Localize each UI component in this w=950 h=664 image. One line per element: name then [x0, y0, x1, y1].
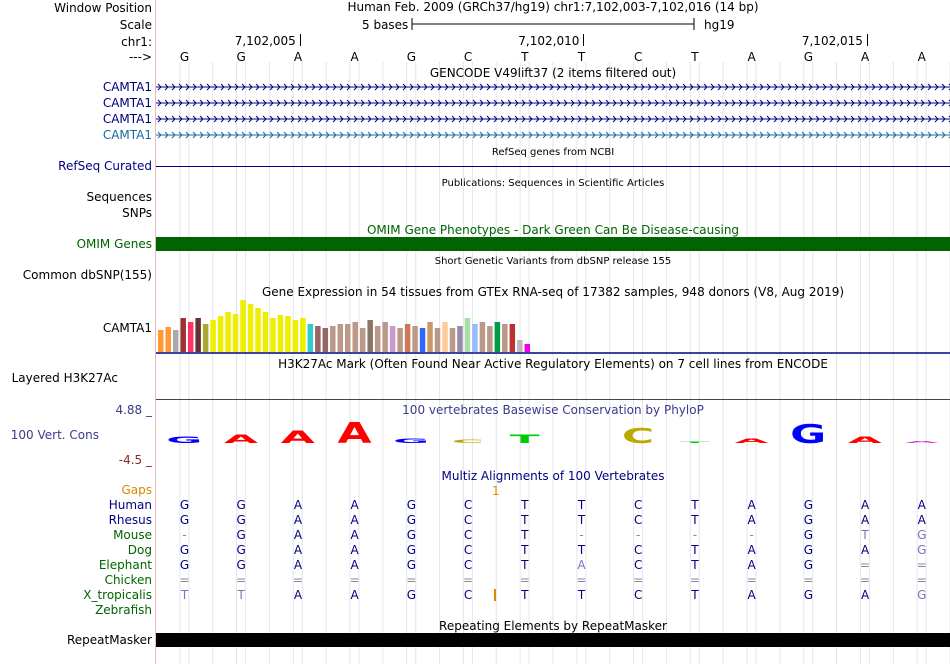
alignment-base: T [521, 588, 529, 602]
track-display-area[interactable] [156, 0, 950, 664]
gtex-tissue-bar [248, 304, 254, 352]
alignment-base: G [236, 513, 246, 527]
alignment-base: A [917, 513, 926, 527]
alignment-base: A [350, 558, 359, 572]
track-label-gencode-2[interactable]: CAMTA1 [102, 96, 152, 110]
alignment-base: = [803, 573, 814, 587]
gtex-tissue-bar [390, 326, 396, 352]
reference-base: G [406, 50, 416, 64]
gtex-tissue-bar [293, 320, 299, 352]
gtex-tissue-bar [502, 324, 508, 352]
gtex-tissue-bar [435, 328, 441, 352]
alignment-base: = [746, 573, 757, 587]
ruler-position-label: 7,102,015 [801, 34, 863, 48]
gtex-tissue-bar [308, 324, 314, 352]
alignment-base: A [350, 543, 359, 557]
alignment-base: A [293, 528, 303, 542]
alignment-base: = [463, 573, 474, 587]
alignment-base: G [803, 588, 813, 602]
alignment-base: G [179, 498, 190, 512]
gtex-tissue-bar [263, 312, 269, 352]
repeatmasker-element-bar[interactable] [156, 633, 950, 647]
assembly-label: hg19 [704, 18, 735, 32]
gtex-tissue-bar [210, 320, 216, 352]
alignment-base: T [691, 558, 699, 572]
alignment-base: G [179, 543, 190, 557]
alignment-base: = [292, 573, 303, 587]
gencode-transcripts[interactable] [156, 80, 950, 144]
alignment-base: C [463, 498, 473, 512]
alignment-base: C [463, 528, 473, 542]
alignment-base: G [917, 588, 927, 602]
reference-base: A [747, 50, 756, 64]
omim-track-title: OMIM Gene Phenotypes - Dark Green Can Be Disease-causing [366, 223, 740, 237]
alignment-base: - [636, 528, 641, 542]
alignment-base: T [861, 528, 869, 542]
alignment-base: = [349, 573, 360, 587]
gtex-tissue-bar [405, 324, 411, 352]
alignment-base: T [521, 513, 529, 527]
reference-base: T [577, 50, 586, 64]
alignment-base: G [917, 528, 927, 542]
gtex-tissue-bar [487, 326, 493, 352]
ruler-tick [583, 34, 584, 46]
phylop-base-glyph: C [451, 439, 485, 445]
phylop-axis-max: 4.88 _ [115, 403, 152, 417]
alignment-base: A [293, 543, 303, 557]
gtex-tissue-bar [330, 326, 336, 352]
gtex-tissue-bar [412, 326, 418, 352]
gtex-tissue-bar [323, 328, 329, 352]
alignment-base: C [634, 513, 643, 527]
gtex-tissue-bar [352, 322, 358, 352]
alignment-base: A [860, 498, 870, 512]
gtex-tissue-bar [225, 312, 231, 352]
phylop-base-glyph: T [509, 432, 540, 446]
phylop-base-glyph: G [393, 437, 430, 445]
alignment-base: C [463, 588, 473, 602]
insertion-marker [494, 589, 496, 601]
alignment-base: A [350, 588, 359, 602]
ruler-tick [867, 34, 868, 46]
alignment-base: A [747, 513, 756, 527]
reference-base: T [691, 50, 699, 64]
omim-gene-bar[interactable] [156, 237, 950, 251]
gtex-tissue-bar [480, 322, 486, 352]
publications-track-title: Publications: Sequences in Scientific Articles [441, 178, 665, 189]
gtex-tissue-bar [278, 315, 284, 352]
track-label-sequences[interactable]: Sequences [86, 190, 152, 204]
alignment-base: C [634, 498, 643, 512]
alignment-base: = [236, 573, 247, 587]
phylop-base-glyph: C [621, 424, 655, 449]
alignment-base: A [293, 498, 303, 512]
species-label[interactable]: Human [108, 498, 152, 512]
alignment-base: T [521, 543, 529, 557]
reference-base: A [350, 50, 359, 64]
track-label-repeatmasker[interactable]: RepeatMasker [66, 633, 152, 647]
label-window-position: Window Position [54, 1, 152, 15]
alignment-base: A [350, 528, 359, 542]
alignment-base: G [406, 513, 416, 527]
gtex-tissue-bar [360, 328, 366, 352]
phylop-base-glyph: A [337, 418, 372, 450]
alignment-base: G [179, 513, 190, 527]
alignment-base: G [236, 543, 246, 557]
alignment-base: A [293, 588, 303, 602]
gtex-tissue-bar [442, 322, 448, 352]
alignment-base: - [182, 528, 187, 542]
alignment-base: - [749, 528, 754, 542]
gtex-tissue-bar [188, 322, 194, 352]
gtex-tissue-bar [495, 322, 501, 352]
gtex-tissue-bar [180, 318, 186, 352]
ruler-tick [300, 34, 301, 46]
species-label[interactable]: Dog [127, 543, 152, 557]
track-label-gencode-1[interactable]: CAMTA1 [102, 80, 152, 94]
alignment-base: G [917, 543, 927, 557]
alignment-base: A [917, 498, 926, 512]
gtex-tissue-bar [420, 328, 426, 352]
alignment-base: G [803, 528, 813, 542]
ruler-position-label: 7,102,005 [234, 34, 296, 48]
reference-base: G [179, 50, 190, 64]
alignment-base: T [521, 528, 529, 542]
phylop-base-glyph: A [224, 432, 259, 446]
reference-base: T [521, 50, 529, 64]
alignment-base: = [179, 573, 190, 587]
alignment-base: A [293, 558, 303, 572]
species-label[interactable]: Rhesus [108, 513, 152, 527]
phylop-track-title: 100 vertebrates Basewise Conservation by PhyloP [402, 403, 704, 417]
alignment-base: C [634, 543, 643, 557]
alignment-base: A [350, 513, 359, 527]
species-label[interactable]: Mouse [113, 528, 152, 542]
alignment-base: = [916, 573, 927, 587]
alignment-base: A [860, 543, 870, 557]
alignment-base: G [179, 558, 190, 572]
label-scale: Scale [119, 18, 152, 32]
gtex-tissue-bar [240, 300, 246, 352]
alignment-base: - [692, 528, 698, 542]
species-label[interactable]: X_tropicalis [83, 588, 152, 602]
alignment-base: = [519, 573, 530, 587]
alignment-base: C [463, 543, 473, 557]
label-chromosome: chr1: [121, 35, 152, 49]
gtex-tissue-bar [270, 318, 276, 352]
gtex-tissue-bar [158, 330, 164, 352]
window-position-text: Human Feb. 2009 (GRCh37/hg19) chr1:7,102,003-7,102,016 (14 bp) [347, 0, 759, 14]
scale-text: 5 bases [362, 18, 409, 32]
gtex-tissue-bar [525, 344, 531, 352]
refseq-track-title: RefSeq genes from NCBI [491, 147, 615, 158]
alignment-base: G [236, 558, 246, 572]
phylop-axis-min: -4.5 _ [118, 453, 152, 467]
ruler-position-label: 7,102,010 [518, 34, 580, 48]
alignment-base: A [747, 588, 756, 602]
alignment-base: T [577, 498, 586, 512]
reference-base: A [917, 50, 926, 64]
alignment-base: G [803, 498, 813, 512]
gtex-tissue-bar [338, 324, 344, 352]
phylop-logo[interactable] [156, 418, 950, 450]
alignment-base: T [237, 588, 245, 602]
alignment-base: G [406, 498, 416, 512]
alignment-base: G [406, 543, 416, 557]
alignment-base: A [747, 498, 756, 512]
gtex-tissue-bar [285, 316, 291, 352]
alignment-base: T [691, 588, 699, 602]
alignment-base: G [406, 528, 416, 542]
gtex-tissue-bar [173, 330, 179, 352]
track-label-h3k27ac[interactable]: Layered H3K27Ac [11, 371, 118, 385]
alignment-base: T [577, 588, 586, 602]
gtex-tissue-bar [510, 324, 516, 352]
track-label-gaps[interactable]: Gaps [121, 483, 152, 497]
alignment-base: C [463, 558, 473, 572]
track-label-column [0, 0, 155, 664]
alignment-base: C [463, 513, 473, 527]
alignment-base: C [634, 588, 643, 602]
phylop-base-glyph: G [790, 420, 827, 450]
gtex-tissue-bar [457, 326, 463, 352]
dbsnp-track-title: Short Genetic Variants from dbSNP release 155 [434, 256, 672, 267]
reference-base: C [463, 50, 473, 64]
phylop-base-glyph: A [280, 427, 315, 448]
alignment-base: = [860, 573, 871, 587]
alignment-base: A [860, 588, 870, 602]
refseq-transcript-line[interactable] [156, 166, 950, 167]
alignment-base: A [350, 498, 359, 512]
phylop-base-glyph: G [166, 435, 203, 446]
gtex-tissue-bar [465, 318, 471, 352]
gtex-tissue-bar [345, 324, 351, 352]
alignment-base: G [406, 588, 416, 602]
reference-base: G [236, 50, 246, 64]
h3k27ac-baseline [156, 399, 950, 400]
reference-base: A [293, 50, 303, 64]
gtex-tissue-bar [472, 324, 478, 352]
reference-base: A [860, 50, 870, 64]
gtex-tissue-bar [195, 318, 201, 352]
alignment-base: G [803, 558, 813, 572]
gtex-expression-chart[interactable] [156, 296, 950, 354]
track-label-gtex[interactable]: CAMTA1 [102, 321, 152, 335]
alignment-base: G [803, 543, 813, 557]
track-label-refseq[interactable]: RefSeq Curated [58, 159, 152, 173]
track-label-gencode-4[interactable]: CAMTA1 [102, 128, 152, 142]
gtex-tissue-bar [367, 320, 373, 352]
alignment-base: T [691, 498, 699, 512]
species-label[interactable]: Zebrafish [95, 603, 152, 617]
gtex-tissue-bar [218, 316, 224, 352]
alignment-base: T [691, 543, 699, 557]
alignment-base: G [236, 498, 246, 512]
track-label-phylop[interactable]: 100 Vert. Cons [10, 428, 99, 442]
phylop-base-glyph: A [904, 440, 939, 444]
gtex-tissue-bar [397, 328, 403, 352]
alignment-base: A [577, 558, 586, 572]
alignment-base: T [180, 588, 189, 602]
track-label-snps[interactable]: SNPs [122, 206, 152, 220]
alignment-base: = [633, 573, 644, 587]
reference-base: C [634, 50, 643, 64]
track-label-omim[interactable]: OMIM Genes [76, 237, 152, 251]
gtex-tissue-bar [375, 326, 381, 352]
repeatmasker-track-title: Repeating Elements by RepeatMasker [439, 619, 667, 633]
phylop-base-glyph: T [679, 441, 710, 444]
gtex-tissue-bar [255, 308, 261, 352]
alignment-base: = [916, 558, 927, 572]
alignment-base: = [689, 573, 700, 587]
gtex-tissue-bar [427, 322, 433, 352]
alignment-base: A [293, 513, 303, 527]
alignment-base: A [747, 558, 756, 572]
gtex-tissue-bar [450, 328, 456, 352]
gtex-tissue-bar [382, 322, 388, 352]
phylop-base-glyph: A [734, 437, 769, 445]
h3k27ac-track-title: H3K27Ac Mark (Often Found Near Active Regulatory Elements) on 7 cell lines from ENCODE [278, 357, 828, 371]
alignment-base: T [521, 498, 529, 512]
gtex-tissue-bar [165, 327, 171, 352]
alignment-base: G [803, 513, 813, 527]
alignment-base: T [691, 513, 699, 527]
gaps-marker: 1 [492, 484, 500, 498]
alignment-base: G [406, 558, 416, 572]
alignment-base: C [634, 558, 643, 572]
alignment-base: A [747, 543, 756, 557]
alignment-base: T [521, 558, 529, 572]
species-label[interactable]: Elephant [98, 558, 152, 572]
alignment-base: = [406, 573, 417, 587]
multiz-track-title: Multiz Alignments of 100 Vertebrates [441, 469, 665, 483]
track-label-dbsnp[interactable]: Common dbSNP(155) [22, 268, 152, 282]
alignment-base: T [577, 543, 586, 557]
track-label-gencode-3[interactable]: CAMTA1 [102, 112, 152, 126]
gtex-tissue-bar [233, 314, 239, 352]
gencode-track-title: GENCODE V49lift37 (2 items filtered out) [429, 66, 677, 80]
alignment-base: G [236, 528, 246, 542]
gtex-tissue-bar [203, 324, 209, 352]
alignment-base: = [860, 558, 871, 572]
gtex-tissue-bar [315, 326, 321, 352]
label-strand-arrow: ---> [128, 50, 152, 64]
alignment-base: - [579, 528, 584, 542]
species-label[interactable]: Chicken [104, 573, 152, 587]
gtex-tissue-bar [300, 318, 306, 352]
alignment-base: = [576, 573, 587, 587]
reference-base: G [803, 50, 813, 64]
alignment-base: T [577, 513, 586, 527]
scale-bar [410, 17, 696, 31]
gtex-track-title: Gene Expression in 54 tissues from GTEx RNA-seq of 17382 samples, 948 donors (V8, Aug 2019) [261, 285, 845, 299]
gtex-tissue-bar [517, 340, 523, 352]
phylop-base-glyph: A [847, 435, 882, 446]
alignment-base: A [860, 513, 870, 527]
